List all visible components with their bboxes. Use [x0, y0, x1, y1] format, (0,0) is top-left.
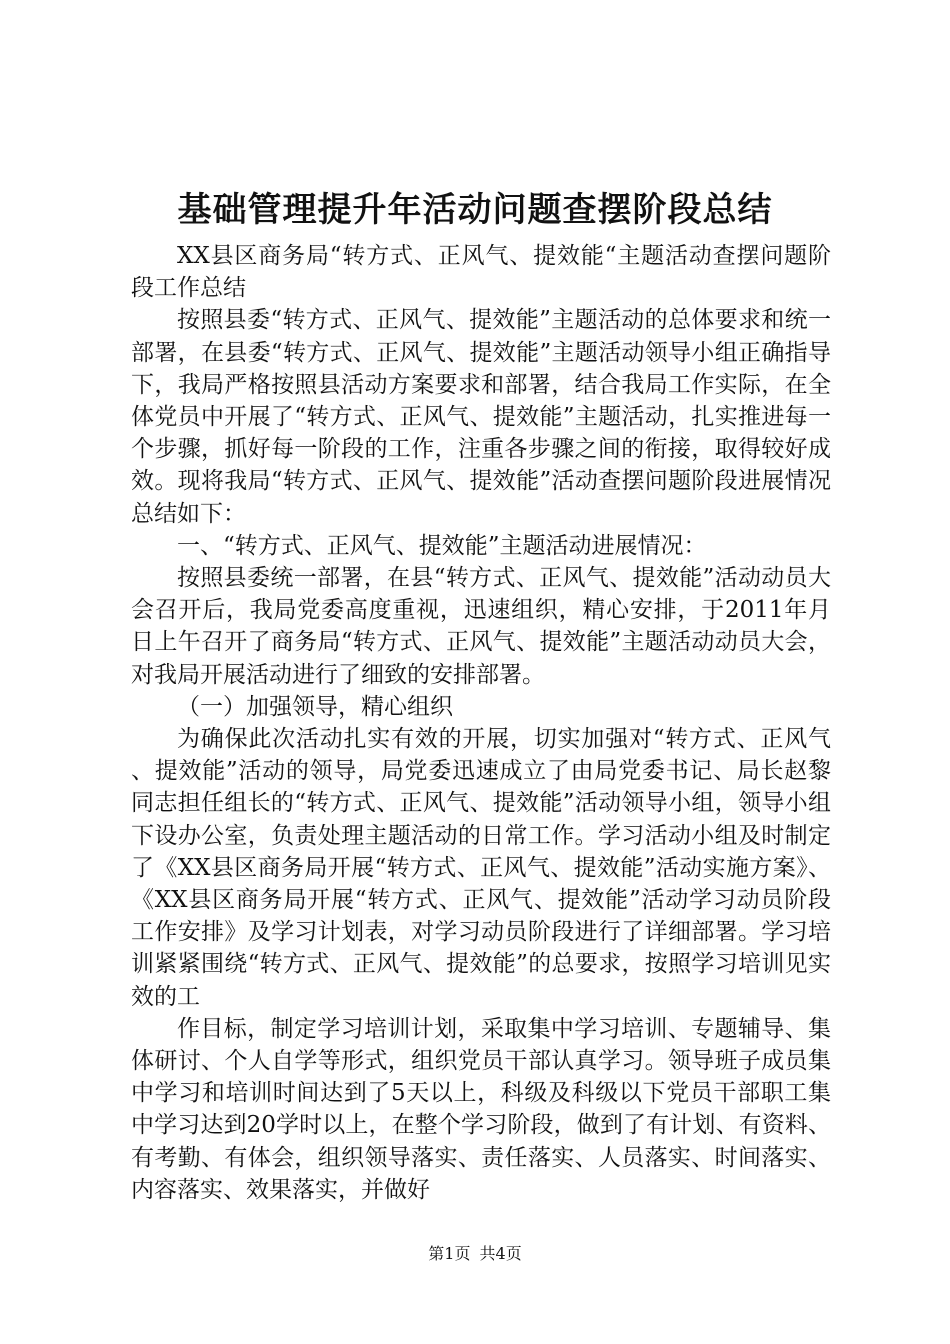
paragraph-heading-line: XX县区商务局“转方式、正风气、提效能“主题活动查摆问题阶段工作总结 [131, 243, 831, 302]
paragraph-progress: 按照县委统一部署，在县“转方式、正风气、提效能”活动动员大会召开后，我局党委高度重视，迅速组织，精心安排，于2011年月日上午召开了商务局“转方式、正风气、提效能”主题活动动员大会，对我局开展活动进行了细致的安排部署。 [131, 565, 831, 688]
paragraph-leadership: 为确保此次活动扎实有效的开展，切实加强对“转方式、正风气、提效能”活动的领导，局党委迅速成立了由局党委书记、局长赵黎同志担任组长的“转方式、正风气、提效能”活动领导小组，领导小组下设办公室，负责处理主题活动的日常工作。学习活动小组及时制定了《XX县区商务局开展“转方式、正风气、提效能”活动实施方案》、《XX县区商务局开展“转方式、正风气、提效能”活动学习动员阶段工作安排》及学习计划表，对学习动员阶段进行了详细部署。学习培训紧紧围绕“转方式、正风气、提效能”的总要求，按照学习培训见实效的工 [131, 726, 831, 1010]
page-number: 第1页 [428, 1244, 471, 1263]
subsection-heading-1: （一）加强领导，精心组织 [177, 693, 453, 720]
paragraph-study-plan: 作目标，制定学习培训计划，采取集中学习培训、专题辅导、集体研讨、个人自学等形式，组织党员干部认真学习。领导班子成员集中学习和培训时间达到了5天以上，科级及科级以下党员干部职工集中学习达到20学时以上，在整个学习阶段，做到了有计划、有资料、有考勤、有体会，组织领导落实、责任落实、人员落实、时间落实、内容落实、效果落实，并做好 [131, 1015, 831, 1203]
page-footer [0, 1244, 950, 1264]
paragraph-intro: 按照县委“转方式、正风气、提效能”主题活动的总体要求和统一部署，在县委“转方式、正风气、提效能”主题活动领导小组正确指导下，我局严格按照县活动方案要求和部署，结合我局工作实际，在全体党员中开展了“转方式、正风气、提效能”主题活动，扎实推进每一个步骤，抓好每一阶段的工作，注重各步骤之间的衔接，取得较好成效。现将我局“转方式、正风气、提效能”活动查摆问题阶段进展情况总结如下： [131, 307, 831, 527]
document-body [131, 240, 831, 1206]
document-title: 基础管理提升年活动问题查摆阶段总结 [177, 190, 773, 230]
section-heading-1: 一、“转方式、正风气、提效能”主题活动进展情况： [177, 532, 707, 559]
page-total: 共4页 [479, 1244, 522, 1263]
